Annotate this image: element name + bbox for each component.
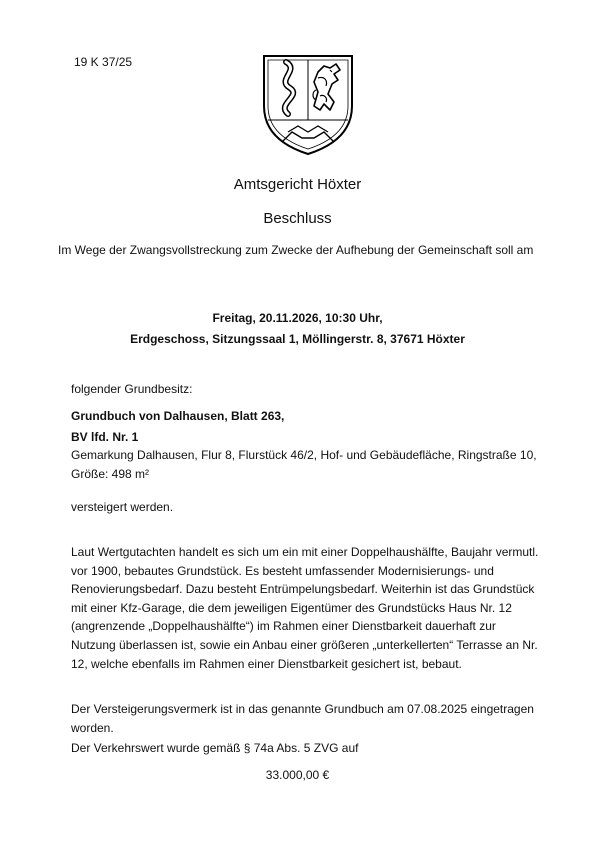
grundbuch-reference: Grundbuch von Dalhausen, Blatt 263, [71, 409, 285, 423]
market-value-label: Der Verkehrswert wurde gemäß § 74a Abs. 5 ZVG auf [71, 741, 359, 755]
appointment-place: Erdgeschoss, Sitzungssaal 1, Möllingerstr. 8, 37671 Höxter [130, 332, 465, 346]
appointment-date: Freitag, 20.11.2026, 10:30 Uhr, [212, 311, 383, 325]
court-name: Amtsgericht Höxter [233, 176, 362, 193]
document-title: Beschluss [263, 210, 332, 227]
property-label: folgender Grundbesitz: [71, 382, 193, 396]
appraisal-paragraph: Laut Wertgutachten handelt es sich um ein mit einer Doppelhaushälfte, Baujahr vermutl. vor 1900, bebautes Grundstück. Es besteht umfassender Modernisierungs- und Renovierungsbedarf. Dazu besteht Entrümpelungsbedarf. Weiterhin ist das Grundstück mit einer Kfz-Garage, die dem jeweiligen Eigentümer des Grundstücks Haus Nr. 12 (angrenzende „Doppelhaushälfte“) im Rahmen einer Dienstbarkeit dauerhaft zur Nutzung überlassen ist, sowie ein Anbau einer größeren „unterkellerten“ Terrasse an Nr. 12, welche ebenfalls im Rahmen einer Dienstbarkeit gesichert ist, bebaut. [71, 545, 539, 671]
property-description: Gemarkung Dalhausen, Flur 8, Flurstück 46/2, Hof- und Gebäudefläche, Ringstraße 10, Größe: 498 m² [71, 448, 537, 481]
market-value-amount: 33.000,00 € [265, 768, 330, 782]
bv-number: BV lfd. Nr. 1 [71, 430, 139, 444]
registration-note: Der Versteigerungsvermerk ist in das genannte Grundbuch am 07.08.2025 eingetragen worden. [71, 702, 534, 735]
intro-paragraph: Im Wege der Zwangsvollstreckung zum Zwecke der Aufhebung der Gemeinschaft soll am [58, 243, 534, 257]
auction-statement: versteigert werden. [71, 500, 174, 514]
nrw-coat-of-arms-icon [258, 48, 358, 158]
file-number: 19 K 37/25 [74, 55, 133, 69]
